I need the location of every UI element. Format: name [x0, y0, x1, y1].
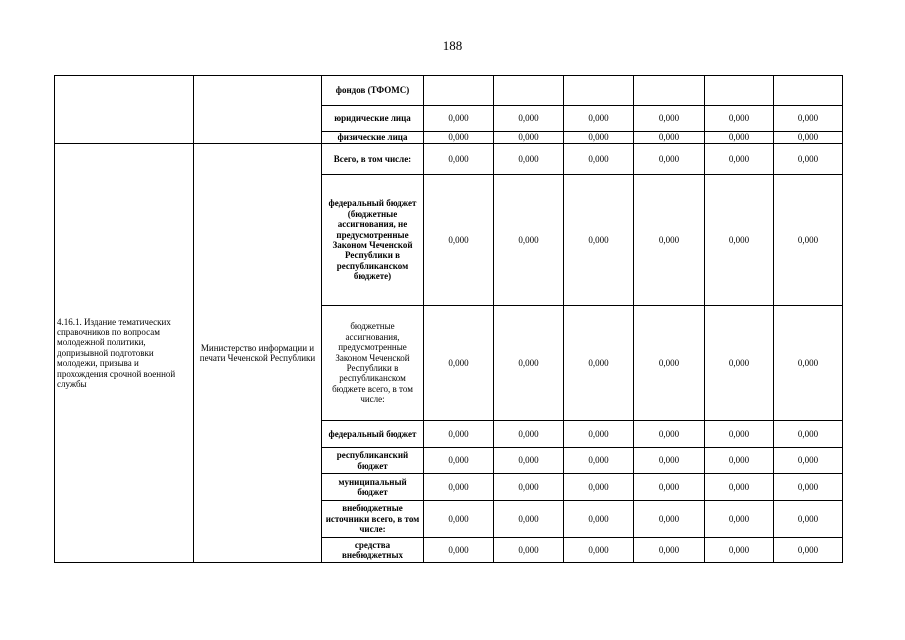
- value-cell: 0,000: [424, 132, 494, 144]
- value-cell: 0,000: [564, 175, 634, 306]
- measure-name-cell: 4.16.1. Издание тематических справочников по вопросам молодежной политики, допризывной подготовки молодежи, призыва и прохождения срочной военной службы: [55, 144, 194, 563]
- table-body: [55, 76, 843, 563]
- value-cell: 0,000: [705, 448, 774, 474]
- value-cell: 0,000: [494, 421, 564, 448]
- budget-table: [54, 75, 843, 563]
- funding-source-cell: физические лица: [322, 132, 424, 144]
- value-cell: 0,000: [564, 474, 634, 501]
- value-cell: 0,000: [705, 421, 774, 448]
- value-cell: 0,000: [705, 144, 774, 175]
- value-cell: 0,000: [634, 538, 705, 563]
- value-cell: 0,000: [774, 306, 843, 421]
- value-cell: [634, 76, 705, 106]
- value-cell: 0,000: [564, 106, 634, 132]
- value-cell: 0,000: [494, 474, 564, 501]
- value-cell: 0,000: [634, 306, 705, 421]
- value-cell: 0,000: [634, 106, 705, 132]
- value-cell: 0,000: [494, 501, 564, 538]
- value-cell: 0,000: [774, 538, 843, 563]
- value-cell: 0,000: [494, 306, 564, 421]
- value-cell: 0,000: [774, 144, 843, 175]
- value-cell: 0,000: [424, 474, 494, 501]
- value-cell: 0,000: [705, 306, 774, 421]
- value-cell: 0,000: [494, 175, 564, 306]
- value-cell: 0,000: [774, 501, 843, 538]
- value-cell: 0,000: [634, 144, 705, 175]
- funding-source-cell: Всего, в том числе:: [322, 144, 424, 175]
- value-cell: 0,000: [634, 132, 705, 144]
- value-cell: 0,000: [634, 448, 705, 474]
- table-row: [55, 76, 843, 106]
- value-cell: [494, 76, 564, 106]
- value-cell: 0,000: [774, 132, 843, 144]
- funding-source-cell: внебюджетные источники всего, в том числе:: [322, 501, 424, 538]
- value-cell: 0,000: [424, 306, 494, 421]
- value-cell: 0,000: [705, 175, 774, 306]
- value-cell: 0,000: [564, 448, 634, 474]
- value-cell: 0,000: [564, 132, 634, 144]
- value-cell: [424, 76, 494, 106]
- value-cell: 0,000: [564, 501, 634, 538]
- value-cell: [564, 76, 634, 106]
- value-cell: 0,000: [634, 474, 705, 501]
- value-cell: 0,000: [705, 106, 774, 132]
- value-cell: 0,000: [424, 144, 494, 175]
- value-cell: 0,000: [564, 144, 634, 175]
- value-cell: 0,000: [424, 106, 494, 132]
- value-cell: 0,000: [634, 501, 705, 538]
- empty-executor-cell: [194, 76, 322, 144]
- value-cell: 0,000: [564, 421, 634, 448]
- value-cell: 0,000: [705, 501, 774, 538]
- value-cell: 0,000: [634, 175, 705, 306]
- value-cell: 0,000: [774, 175, 843, 306]
- value-cell: 0,000: [424, 501, 494, 538]
- funding-source-cell: средства внебюджетных: [322, 538, 424, 563]
- value-cell: 0,000: [774, 106, 843, 132]
- page-number: 188: [442, 38, 463, 53]
- value-cell: 0,000: [424, 421, 494, 448]
- value-cell: 0,000: [774, 474, 843, 501]
- value-cell: 0,000: [705, 474, 774, 501]
- value-cell: 0,000: [564, 538, 634, 563]
- value-cell: 0,000: [634, 421, 705, 448]
- value-cell: [705, 76, 774, 106]
- funding-source-cell: федеральный бюджет (бюджетные ассигнования, не предусмотренные Законом Чеченской Республики в республиканском бюджете): [322, 175, 424, 306]
- value-cell: 0,000: [705, 132, 774, 144]
- value-cell: 0,000: [424, 538, 494, 563]
- executor-cell: Министерство информации и печати Чеченской Республики: [194, 144, 322, 563]
- funding-source-cell: муниципальный бюджет: [322, 474, 424, 501]
- value-cell: 0,000: [494, 538, 564, 563]
- value-cell: 0,000: [494, 448, 564, 474]
- funding-source-cell: юридические лица: [322, 106, 424, 132]
- funding-source-cell: республиканский бюджет: [322, 448, 424, 474]
- value-cell: 0,000: [774, 421, 843, 448]
- value-cell: 0,000: [564, 306, 634, 421]
- value-cell: 0,000: [424, 175, 494, 306]
- value-cell: 0,000: [494, 144, 564, 175]
- value-cell: 0,000: [494, 106, 564, 132]
- value-cell: 0,000: [424, 448, 494, 474]
- funding-source-cell: федеральный бюджет: [322, 421, 424, 448]
- funding-source-cell: бюджетные ассигнования, предусмотренные Законом Чеченской Республики в республиканском бюджете всего, в том числе:: [322, 306, 424, 421]
- table-row: [55, 144, 843, 175]
- value-cell: 0,000: [494, 132, 564, 144]
- value-cell: 0,000: [774, 448, 843, 474]
- empty-name-cell: [55, 76, 194, 144]
- funding-source-cell: фондов (ТФОМС): [322, 76, 424, 106]
- value-cell: 0,000: [705, 538, 774, 563]
- value-cell: [774, 76, 843, 106]
